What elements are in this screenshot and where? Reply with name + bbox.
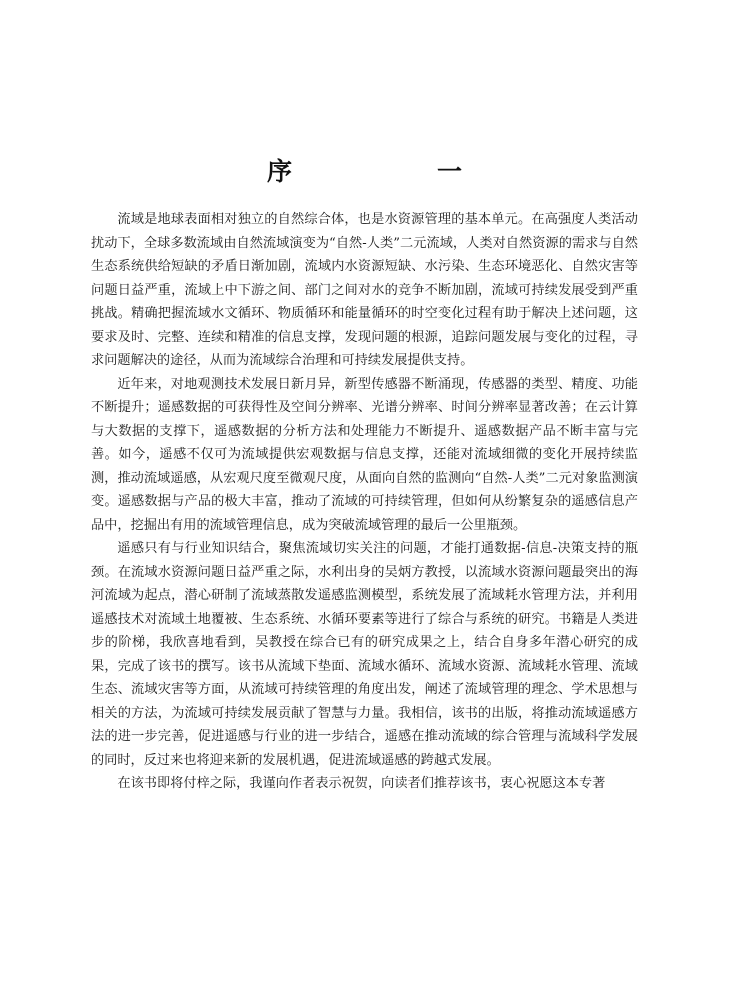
body-text bbox=[91, 208, 638, 796]
paragraph-4: 在该书即将付梓之际，我谨向作者表示祝贺，向读者们推荐该书，衷心祝愿这本专著 bbox=[117, 776, 606, 791]
page-title: 序 一 bbox=[266, 157, 522, 186]
paragraph-3: 遥感只有与行业知识结合，聚焦流域切实关注的问题，才能打通数据-信息-决策支持的瓶颈。在流域水资源问题日益严重之际，水利出身的吴炳方教授，以流域水资源问题最突出的海河流域为起点，潜心研制了流域蒸散发遥感监测模型，系统发展了流域耗水管理方法，并利用遥感技术对流域土地覆被、生态系统、水循环要素等进行了综合与系统的研究。书籍是人类进步的阶梯，我欣喜地看到，吴教授在综合已有的研究成果之上，结合自身多年潜心研究的成果，完成了该书的撰写。该书从流域下垫面、流域水循环、流域水资源、流域耗水管理、流域生态、流域灾害等方面，从流域可持续管理的角度出发，阐述了流域管理的理念、学术思想与相关的方法，为流域可持续发展贡献了智慧与力量。我相信，该书的出版，将推动流域遥感方法的进一步完善，促进遥感与行业的进一步结合，遥感在推动流域的综合管理与流域科学发展的同时，反过来也将迎来新的发展机遇，促进流域遥感的跨越式发展。 bbox=[91, 541, 638, 768]
paragraph-1: 流域是地球表面相对独立的自然综合体，也是水资源管理的基本单元。在高强度人类活动扰动下，全球多数流域由自然流域演变为“自然-人类”二元流域，人类对自然资源的需求与自然生态系统供给短缺的矛盾日渐加剧，流域内水资源短缺、水污染、生态环境恶化、自然灾害等问题日益严重，流域上中下游之间、部门之间对水的竞争不断加剧，流域可持续发展受到严重挑战。精确把握流域水文循环、物质循环和能量循环的时空变化过程有助于解决上述问题，这要求及时、完整、连续和精准的信息支撑，发现问题的根源，追踪问题发展与变化的过程，寻求问题解决的途径，从而为流域综合治理和可持续发展提供支持。 bbox=[91, 212, 638, 368]
paragraph-2: 近年来，对地观测技术发展日新月异，新型传感器不断涌现，传感器的类型、精度、功能不断提升；遥感数据的可获得性及空间分辨率、光谱分辨率、时间分辨率显著改善；在云计算与大数据的支撑下，遥感数据的分析方法和处理能力不断提升、遥感数据产品不断丰富与完善。如今，遥感不仅可为流域提供宏观数据与信息支撑，还能对流域细微的变化开展持续监测，推动流域遥感，从宏观尺度至微观尺度，从面向自然的监测向“自然-人类”二元对象监测演变。遥感数据与产品的极大丰富，推动了流域的可持续管理，但如何从纷繁复杂的遥感信息产品中，挖掘出有用的流域管理信息，成为突破流域管理的最后一公里瓶颈。 bbox=[91, 376, 638, 533]
